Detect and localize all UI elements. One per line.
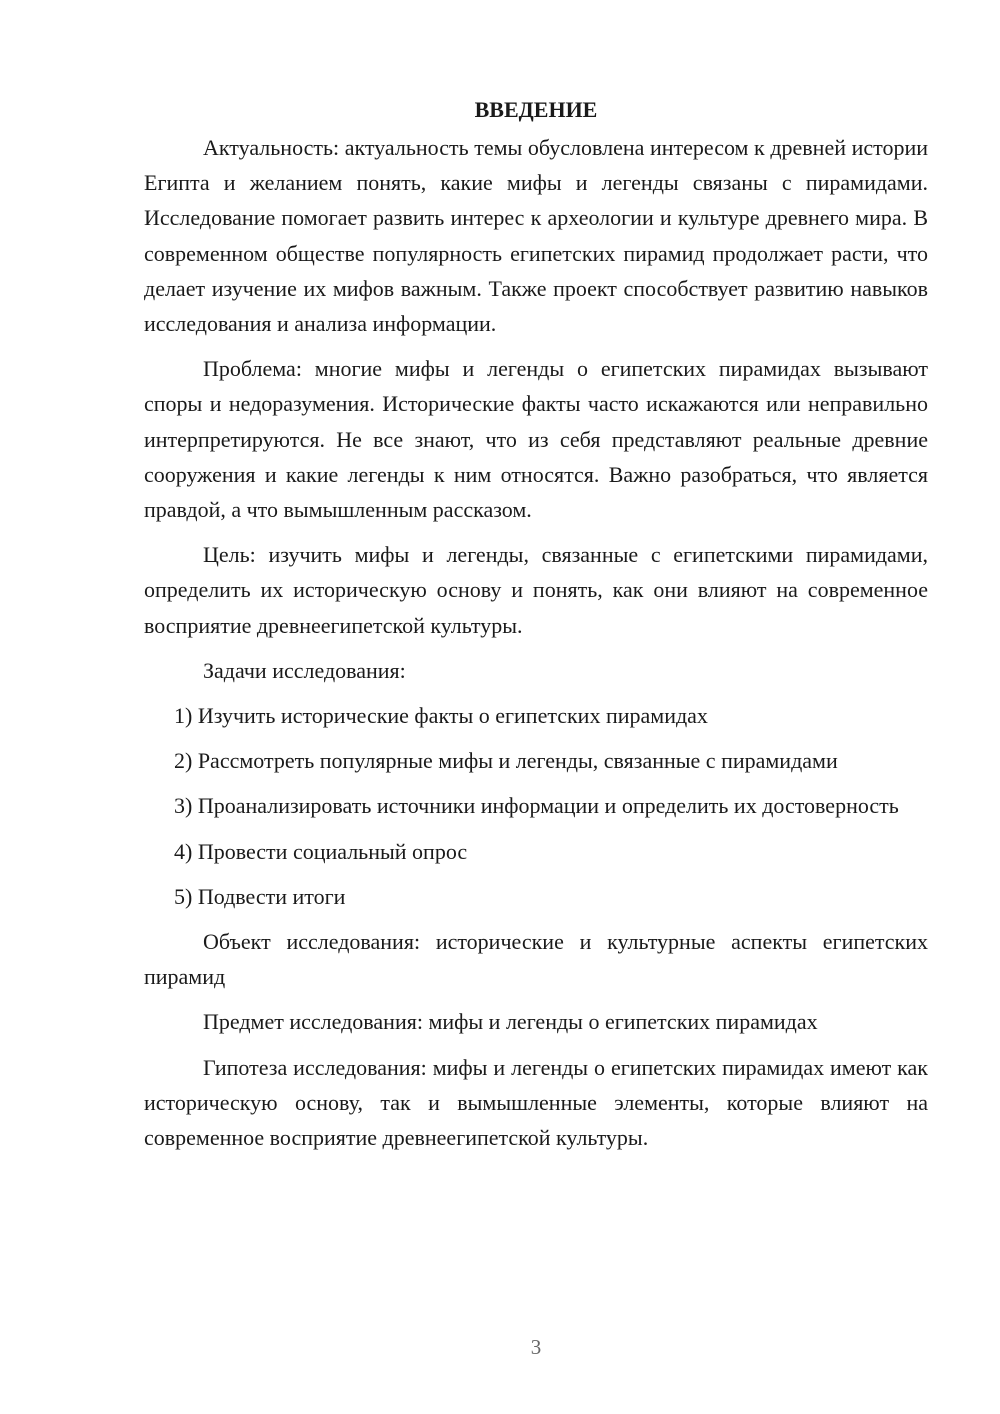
- task-item-1: 1) Изучить исторические факты о египетских пирамидах: [174, 703, 708, 729]
- task-item-2: 2) Рассмотреть популярные мифы и легенды, связанные с пирамидами: [174, 748, 838, 774]
- paragraph-problem: Проблема: многие мифы и легенды о египетских пирамидах вызывают споры и недоразумения. Исторические факты часто искажаются или неправильно интерпретируются. Не все знают, что из себя представляют реальные древние сооружения и какие легенды к ним относятся. Важно разобраться, что является правдой, а что вымышленным рассказом.: [144, 356, 928, 523]
- paragraph-goal: Цель: изучить мифы и легенды, связанные с египетскими пирамидами, определить их историческую основу и понять, как они влияют на современное восприятие древнеегипетской культуры.: [144, 542, 928, 638]
- paragraph-hypothesis: Гипотеза исследования: мифы и легенды о египетских пирамидах имеют как историческую основу, так и вымышленные элементы, которые влияют на современное восприятие древнеегипетской культуры.: [144, 1054, 928, 1151]
- page-number: 3: [530, 1335, 542, 1359]
- task-item-3: 3) Проанализировать источники информации и определить их достоверность: [174, 793, 899, 819]
- paragraph-relevance: Актуальность: актуальность темы обусловлена интересом к древней истории Египта и желанием понять, какие мифы и легенды связаны с пирамидами. Исследование помогает развить интерес к археологии и культуре древнего мира. В современном обществе популярность египетских пирамид продолжает расти, что делает изучение их мифов важным. Также проект способствует развитию навыков исследования и анализа информации.: [144, 135, 928, 337]
- task-item-4: 4) Провести социальный опрос: [174, 838, 468, 864]
- document-body: [144, 95, 928, 1165]
- paragraph-subject: Предмет исследования: мифы и легенды о египетских пирамидах: [203, 1009, 818, 1035]
- paragraph-object: Объект исследования: исторические и культурные аспекты египетских пирамид: [144, 929, 928, 990]
- tasks-heading: Задачи исследования:: [203, 657, 406, 683]
- task-item-5: 5) Подвести итоги: [174, 883, 346, 909]
- section-title: ВВЕДЕНИЕ: [474, 97, 598, 122]
